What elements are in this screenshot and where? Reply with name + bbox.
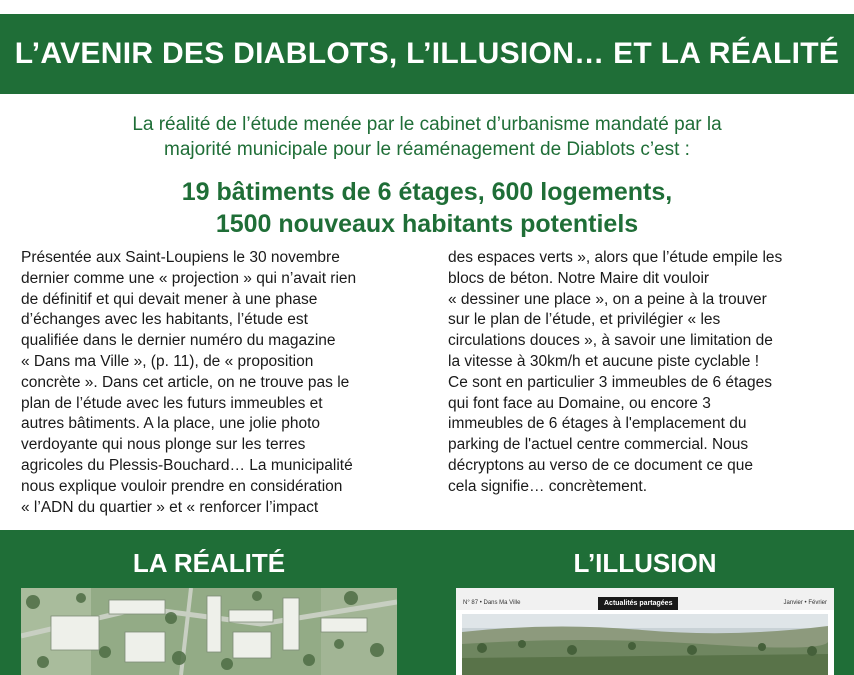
urban-plan-image	[21, 588, 397, 675]
article-line: la vitesse à 30km/h et aucune piste cyclable !	[448, 352, 760, 370]
article-line: décryptons au verso de ce document ce que	[448, 456, 754, 474]
magazine-cover-image	[456, 588, 834, 675]
illusion-title: L’ILLUSION	[573, 548, 717, 578]
article-line: verdoyante qui nous plonge sur les terres	[21, 436, 306, 454]
article-line: dernier comme une « projection » qui n’avait rien	[21, 269, 357, 287]
key-figures-headline	[30, 176, 824, 240]
article-column-right	[448, 248, 848, 498]
article-line: Ce sont en particulier 3 immeubles de 6 étages	[448, 373, 772, 391]
magazine-section-tag: Actualités partagées	[598, 597, 678, 610]
top-margin	[0, 0, 854, 14]
article-line: « dessiner une place », on a peine à la trouver	[448, 290, 767, 308]
urban-plan-illustration	[21, 588, 397, 675]
intro-text	[30, 112, 824, 162]
article-line: immeubles de 6 étages à l'emplacement du	[448, 415, 747, 433]
article-line: qualifiée dans le dernier numéro du magazine	[21, 332, 336, 350]
intro-line: majorité municipale pour le réaménagement de Diablots c’est :	[164, 139, 690, 160]
article-line: « Dans ma Ville », (p. 11), de « proposition	[21, 352, 314, 370]
title-banner	[0, 14, 854, 94]
article-line: agricoles du Plessis-Bouchard… La municipalité	[21, 456, 353, 474]
page-title: L’AVENIR DES DIABLOTS, L’ILLUSION… ET LA RÉALITÉ	[14, 37, 840, 70]
article-line: autres bâtiments. A la place, une jolie photo	[21, 415, 321, 433]
article-line: de définitif et qui devait mener à une phase	[21, 290, 318, 308]
reality-title: LA RÉALITÉ	[132, 548, 286, 578]
magazine-issue: N° 87 • Dans Ma Ville	[463, 600, 521, 606]
intro-line: La réalité de l’étude menée par le cabinet d’urbanisme mandaté par la	[132, 114, 722, 135]
article-line: circulations douces », à savoir une limitation de	[448, 332, 773, 350]
headline-line: 1500 nouveaux habitants potentiels	[215, 210, 639, 238]
article-line: d’échanges avec les habitants, l’étude est	[21, 311, 308, 329]
article-column-left	[21, 248, 421, 518]
article-line: qui font face au Domaine, ou encore 3	[448, 394, 711, 412]
article-line: plan de l’étude avec les futurs immeubles et	[21, 394, 323, 412]
article-line: concrète ». Dans cet article, on ne trouve pas le	[21, 373, 350, 391]
article-line: Présentée aux Saint-Loupiens le 30 novembre	[21, 249, 340, 266]
magazine-header	[456, 588, 834, 610]
article-line: sur le plan de l’étude, et privilégier « les	[448, 311, 721, 329]
article-line: des espaces verts », alors que l’étude empile les	[448, 249, 783, 266]
landscape-photo	[462, 614, 828, 675]
headline-line: 19 bâtiments de 6 étages, 600 logements,	[181, 178, 673, 206]
article-line: « l’ADN du quartier » et « renforcer l’impact	[21, 498, 319, 516]
article-line: blocs de béton. Notre Maire dit vouloir	[448, 269, 710, 287]
article-line: nous explique vouloir prendre en considération	[21, 477, 343, 495]
article-line: cela signifie… concrètement.	[448, 477, 648, 495]
magazine-date: Janvier • Février	[783, 600, 827, 606]
article-line: parking de l'actuel centre commercial. Nous	[448, 436, 749, 454]
